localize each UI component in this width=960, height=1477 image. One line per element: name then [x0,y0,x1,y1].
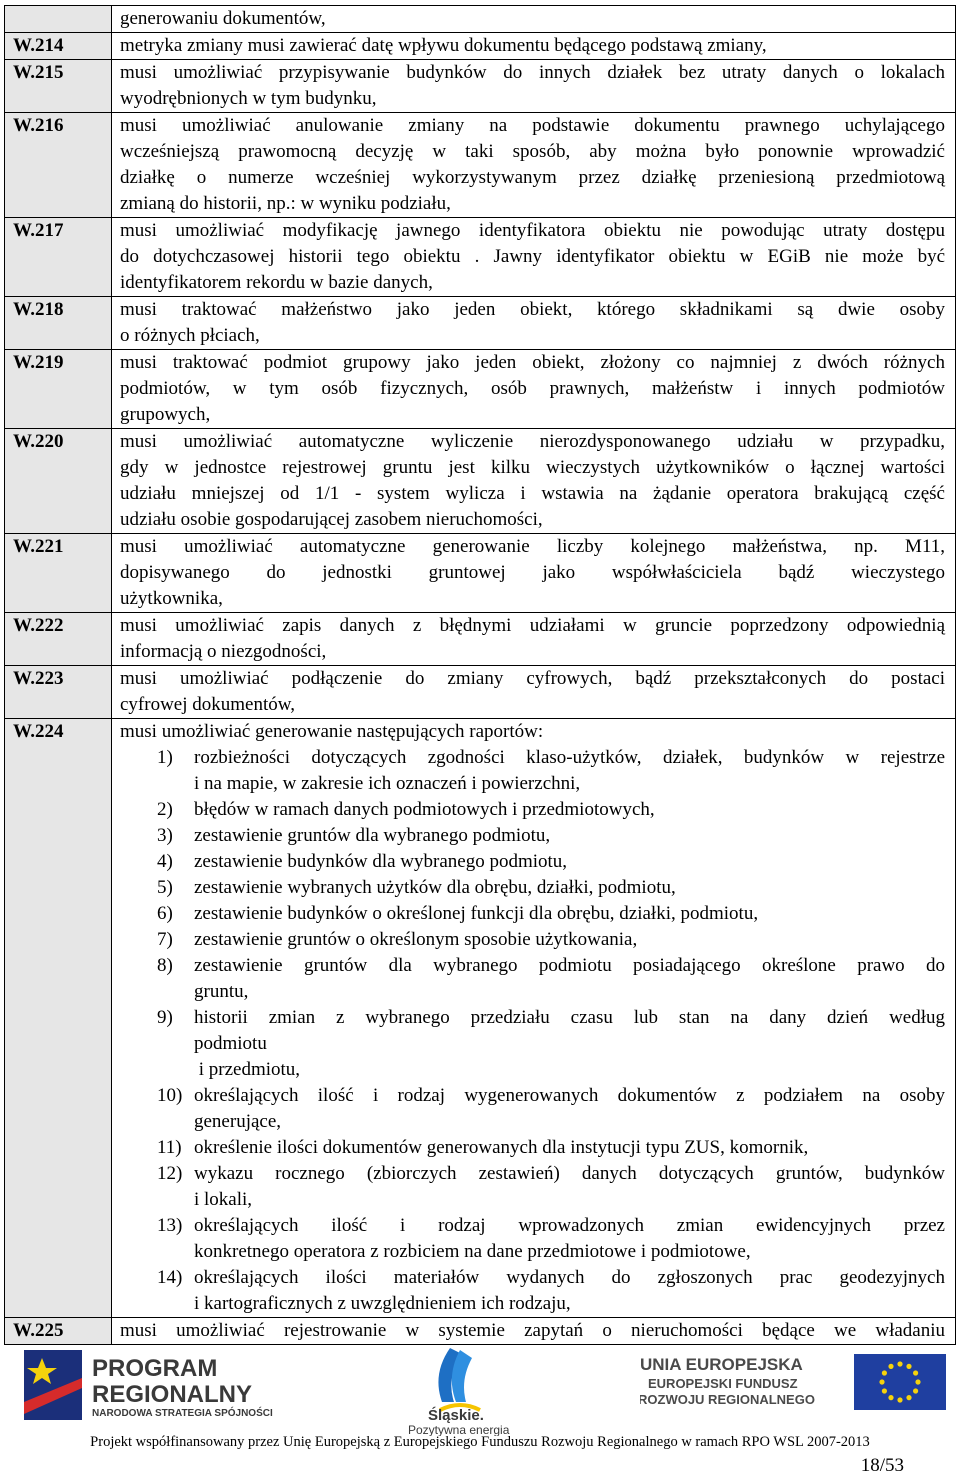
eu-star-icon [906,1395,911,1400]
text-line: określających ilości materiałów wydanych do zgłoszonych prac geodezyjnych [194,1267,945,1288]
text-line: i na mapie, w zakresie ich oznaczeń i powierzchni, [194,773,581,794]
slaskie-logo [380,1340,540,1436]
text-line: musi umożliwiać generowanie następujących raportów: [120,721,544,742]
requirement-text [112,60,956,113]
reports-list [120,745,945,1317]
requirements-body [5,6,956,1345]
svg-text:Pozytywna energia: Pozytywna energia [408,1423,510,1436]
text-line: musi umożliwiać zapis danych z błędnymi udziałami w gruncie poprzedzony odpowiednią [120,615,945,636]
text-line: do dotychczasowej historii tego obiektu . Jawny identyfikator obiektu w EGiB nie może być [120,246,945,267]
text-line: dopisywanego do jednostki gruntowej jako współwłaściciela bądź wieczystego [120,562,945,583]
text-line: metryka zmiany musi zawierać datę wpływu dokumentu będącego podstawą zmiany, [120,35,767,56]
text-line: o różnych płciach, [120,325,260,346]
requirement-code: W.225 [5,1318,112,1345]
text-line: gdy w jednostce rejestrowej gruntu jest kilku wieczystych użytkowników o łącznej wartości [120,457,945,478]
list-item [120,1213,945,1265]
requirement-code: W.216 [5,113,112,218]
requirement-code: W.217 [5,218,112,297]
text-line: gruntu, [194,981,249,1002]
requirement-code: W.214 [5,33,112,60]
requirement-code: W.221 [5,534,112,613]
list-item [120,823,945,849]
text-line: zmianą do historii, np.: w wyniku podziału, [120,193,451,214]
list-item-number: 3) [157,825,173,846]
list-item [120,953,945,1005]
list-item-number: 5) [157,877,173,898]
requirement-row [5,33,956,60]
text-line: określających ilość i rodzaj wprowadzonych zmian ewidencyjnych przez [194,1215,945,1236]
funding-statement: Projekt współfinansowany przez Unię Europejską z Europejskiego Funduszu Rozwoju Regionalnego w ramach RPO WSL 2007-2013 [90,1434,870,1450]
text-line: musi umożliwiać rejestrowanie w systemie zapytań o nieruchomości będące we władaniu [120,1320,945,1341]
eu-star-icon [913,1370,918,1375]
text-line: identyfikatorem rekordu w bazie danych, [120,272,433,293]
requirement-text [112,113,956,218]
program-regionalny-logo [22,1348,322,1422]
text-line: wykazu rocznego (zbiorczych zestawień) danych dotyczących gruntów, budynków [194,1163,945,1184]
requirement-row [5,534,956,613]
text-line: podmiotu [194,1033,267,1054]
text-line: musi traktować małżeństwo jako jeden obiekt, którego składnikami są dwie osoby [120,299,945,320]
requirement-row [5,218,956,297]
text-line: historii zmian z wybranego przedziału czasu lub stan na dany dzień według [194,1007,945,1028]
text-line: działkę o numerze wcześniej wykorzystywanym przez działkę przeniesioną przedmiotową [120,167,945,188]
text-line: musi umożliwiać przypisywanie budynków do innych działek bez utraty danych o lokalach [120,62,945,83]
text-line: wcześniejszą prawomocną decyzję w taki sposób, aby można było ponownie wprowadzić [120,141,945,162]
text-line: musi umożliwiać anulowanie zmiany na podstawie dokumentu prawnego uchylającego [120,115,945,136]
text-line: musi umożliwiać automatyczne wyliczenie nierozdysponowanego udziału w przypadku, [120,431,945,452]
list-item [120,849,945,875]
requirement-code: W.220 [5,429,112,534]
list-item-number: 7) [157,929,173,950]
eu-star-icon [906,1364,911,1369]
list-item-number: 6) [157,903,173,924]
svg-text:REGIONALNY: REGIONALNY [92,1381,253,1408]
svg-text:UNIA EUROPEJSKA: UNIA EUROPEJSKA [640,1355,803,1374]
text-line: generujące, [194,1111,282,1132]
text-line: udziału mniejszej od 1/1 - system wylicza i wstawia na żądanie operatora brakującą część [120,483,945,504]
list-item [120,797,945,823]
eu-star-icon [882,1370,887,1375]
list-item-number: 14) [157,1267,183,1288]
requirement-row [5,297,956,350]
svg-text:ROZWOJU REGIONALNEGO: ROZWOJU REGIONALNEGO [640,1392,815,1407]
requirement-text [112,613,956,666]
eu-star-icon [913,1388,918,1393]
list-item [120,1161,945,1213]
list-item-number: 8) [157,955,173,976]
text-line: określających ilość i rodzaj wygenerowanych dokumentów z podziałem na osoby [194,1085,945,1106]
list-item [120,1265,945,1317]
requirement-code: W.219 [5,350,112,429]
list-item-number: 12) [157,1163,183,1184]
requirement-code [5,6,112,33]
text-line: podmiotów, w tym osób fizycznych, osób prawnych, małżeństw i innych podmiotów [120,378,945,399]
list-item [120,875,945,901]
text-line: udziału osobie gospodarującej zasobem nieruchomości, [120,509,543,530]
text-line: generowaniu dokumentów, [120,8,326,29]
requirement-row [5,6,956,33]
requirement-code: W.218 [5,297,112,350]
requirement-row [5,350,956,429]
requirement-text [112,429,956,534]
svg-text:PROGRAM: PROGRAM [92,1355,218,1382]
text-line: wyodrębnionych w tym budynku, [120,88,377,109]
requirement-text [112,666,956,719]
list-item-number: 11) [157,1137,182,1158]
requirement-row [5,719,956,1318]
requirement-text [112,719,956,1318]
svg-text:Śląskie.: Śląskie. [428,1407,484,1424]
text-line: informacją o niezgodności, [120,641,327,662]
list-item-number: 13) [157,1215,183,1236]
list-item-number: 4) [157,851,173,872]
text-line: cyfrowej dokumentów, [120,694,295,715]
text-line: zestawienie budynków o określonej funkcji dla obrębu, działki, podmiotu, [194,903,759,924]
text-line: i przedmiotu, [194,1059,301,1080]
text-line: musi traktować podmiot grupowy jako jeden obiekt, złożony co najmniej z dwóch różnych [120,352,945,373]
text-line: i kartograficznych z uwzględnieniem ich rodzaju, [194,1293,571,1314]
requirement-code: W.224 [5,719,112,1318]
text-line: konkretnego operatora z rozbiciem na dane przedmiotowe i podmiotowe, [194,1241,751,1262]
requirement-row [5,429,956,534]
page-number: 18/53 [860,1455,904,1476]
text-line: zestawienie gruntów dla wybranego podmiotu, [194,825,551,846]
eu-star-icon [879,1379,884,1384]
text-line: i lokali, [194,1189,253,1210]
text-line: musi umożliwiać podłączenie do zmiany cyfrowych, bądź przekształconych do postaci [120,668,945,689]
list-item [120,1005,945,1083]
requirement-text [112,297,956,350]
eu-star-icon [915,1379,920,1384]
eu-star-icon [897,1397,902,1402]
requirement-text [112,218,956,297]
requirement-row [5,113,956,218]
list-item-number: 10) [157,1085,183,1106]
list-item-number: 2) [157,799,173,820]
eu-star-icon [888,1395,893,1400]
text-line: użytkownika, [120,588,223,609]
requirement-text [112,350,956,429]
text-line: określenie ilości dokumentów generowanych dla instytucji typu ZUS, komornik, [194,1137,809,1158]
svg-text:EUROPEJSKI FUNDUSZ: EUROPEJSKI FUNDUSZ [648,1376,798,1391]
list-item [120,1135,945,1161]
list-item [120,927,945,953]
text-line: rozbieżności dotyczących zgodności klaso-użytków, działek, budynków w rejestrze [194,747,945,768]
requirements-table [4,5,956,1345]
requirement-row [5,60,956,113]
list-item-number: 1) [157,747,173,768]
eu-star-icon [897,1361,902,1366]
eu-fund-logo [640,1352,950,1412]
text-line: zestawienie gruntów dla wybranego podmiotu posiadającego określone prawo do [194,955,945,976]
text-line: grupowych, [120,404,211,425]
text-line: zestawienie wybranych użytków dla obrębu, działki, podmiotu, [194,877,676,898]
eu-star-icon [882,1388,887,1393]
requirement-code: W.223 [5,666,112,719]
requirement-text [112,534,956,613]
requirement-row [5,613,956,666]
list-item-number: 9) [157,1007,173,1028]
requirement-code: W.215 [5,60,112,113]
text-line: musi umożliwiać automatyczne generowanie liczby kolejnego małżeństwa, np. M11, [120,536,945,557]
text-line: błędów w ramach danych podmiotowych i przedmiotowych, [194,799,655,820]
eu-star-icon [888,1364,893,1369]
text-line: zestawienie budynków dla wybranego podmiotu, [194,851,568,872]
requirement-code: W.222 [5,613,112,666]
svg-text:NARODOWA STRATEGIA SPÓJNOŚCI: NARODOWA STRATEGIA SPÓJNOŚCI [92,1408,273,1419]
list-item [120,901,945,927]
list-item [120,1083,945,1135]
list-item [120,745,945,797]
requirement-text [112,33,956,60]
text-line: zestawienie gruntów o określonym sposobie użytkowania, [194,929,638,950]
text-line: musi umożliwiać modyfikację jawnego identyfikatora obiektu nie powodując utraty dostępu [120,220,945,241]
requirement-row [5,666,956,719]
requirement-text [112,6,956,33]
